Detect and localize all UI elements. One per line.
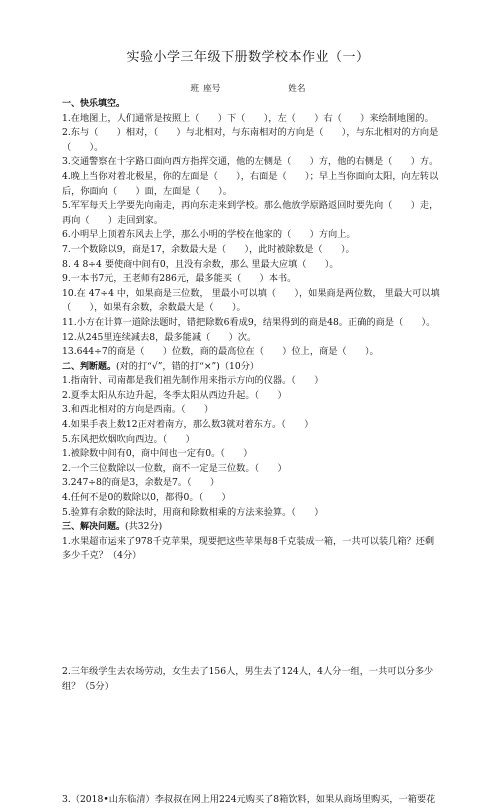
fill-question-3: 3.交通警察在十字路口面向西方指挥交通，他的左侧是（ ）方，他的右侧是（ ）方。: [62, 156, 439, 168]
fill-question-9: 9.一本书7元，王老师有286元，最多能买（ ）本书。: [62, 273, 297, 285]
fill-question-1: 1.在地图上，人们通常是按照上（ ）下（ ），左（ ）右（ ）来绘制地图的。: [62, 112, 434, 124]
judge-question-8: 3.247÷8的商是3，余数是7。（ ）: [62, 477, 220, 489]
name-label: 姓名: [288, 84, 306, 94]
page-title: 实验小学三年级下册数学校本作业（一）: [126, 50, 370, 65]
judge-question-4: 4.如果手表上数12正对着南方，那么数3就对着东方。（ ）: [62, 419, 314, 431]
worksheet-content: [62, 97, 440, 808]
problem-3: 3.（2018•山东临清）李叔叔在网上用224元购买了8箱饮料，如果从商场里购买，一箱要花: [62, 794, 436, 806]
section-2-heading-row: [62, 360, 440, 375]
judge-question-10: 5.验算有余数的除法时，用商和除数相乘的方法来验算。（ ）: [62, 506, 324, 518]
judge-question-1: 1.指南针、司南都是我们祖先制作用来指示方向的仪器。（ ）: [62, 375, 324, 387]
section-1-heading: 一、快乐填空。: [62, 99, 126, 109]
problem-2: 2.三年级学生去农场劳动，女生去了156人，男生去了124人，4人分一组，一共可以分多少组？（5分）: [62, 666, 434, 692]
class-label: 班: [190, 84, 200, 94]
fill-question-7: 7.一个数除以9，商是17，余数最大是（ ），此时被除数是（ ）。: [62, 243, 355, 255]
section-2-heading: 二、判断题。: [62, 361, 117, 372]
fill-question-2: 2.东与（ ）相对，（ ）与北相对，与东南相对的方向是（ ），与东北相对的方向是（ ）。: [62, 127, 439, 153]
fill-question-8: 8. 4 8÷4 要使商中间有0，且没有余数，那么 里最大应填（ ）。: [62, 258, 339, 270]
judge-question-2: 2.夏季太阳从东边升起，冬季太阳从西边升起。（ ）: [62, 389, 287, 401]
fill-question-10: 10.在 47÷4 中，如果商是三位数， 里最小可以填（ ），如果商是两位数， 里最大可以填（ ），如果有余数，余数最大是（ ）。: [62, 287, 440, 314]
fill-question-4: 4.晚上当你对着北极星，你的左面是（ ），右面是（ ）；早上当你面向太阳，向左转以后，你面向（ ）面，左面是（ ）。: [62, 170, 439, 197]
seat-label: 座号: [203, 84, 221, 94]
problem-1: 1.水果超市运来了978千克苹果，现要把这些苹果每8千克装成一箱，一共可以装几箱？还剩多少千克？（4分）: [62, 535, 435, 562]
judge-question-6: 1.被除数中间有0，商中间也一定有0。（ ）: [62, 448, 253, 460]
section-3-heading: 三、解决问题。: [62, 522, 126, 533]
answer-space-1: [62, 564, 440, 665]
judge-question-5: 5.东风把炊烟吹向西边。（ ）: [62, 433, 195, 445]
fill-question-12: 12.从245里连续减去8，最多能减（ ）次。: [62, 331, 257, 343]
fill-question-11: 11.小方在计算一道除法题时，错把除数6看成9，结果得到的商是48。正确的商是（ ）。: [62, 316, 436, 328]
answer-space-2: [62, 694, 440, 793]
section-2-note: (对的打“√”，错的打“×”)（10分）: [116, 360, 260, 372]
section-3-heading-row: [62, 520, 440, 535]
judge-question-7: 2.一个三位数除以一位数，商不一定是三位数。（ ）: [62, 462, 287, 474]
fill-question-5: 5.军军每天上学要先向南走，再向东走来到学校。那么他放学原路返回时要先向（ ）走，再向（ ）走回到家。: [62, 200, 439, 226]
fill-question-13: 13.644÷7的商是（ ）位数，商的最高位在（ ）位上，商是（ ）。: [62, 346, 379, 358]
section-3-note: (共32分): [125, 521, 163, 533]
student-info-line: [0, 83, 496, 95]
fill-question-6: 6.小明早上顶着东风去上学，那么小明的学校在他家的（ ）方向上。: [62, 229, 356, 241]
judge-question-3: 3.和西北相对的方向是西南。（ ）: [62, 404, 214, 416]
judge-question-9: 4.任何不是0的数除以0，都得0。（ ）: [62, 492, 231, 504]
